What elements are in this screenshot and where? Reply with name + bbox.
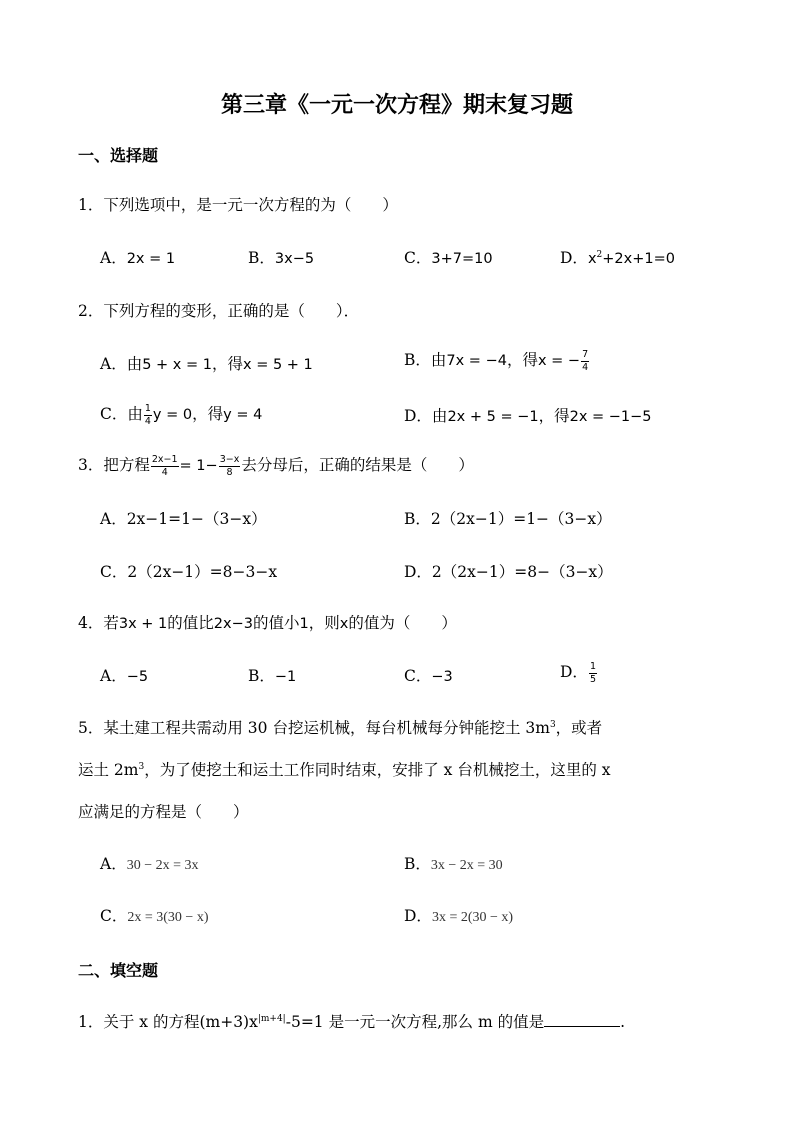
fraction-numerator: 7 xyxy=(582,349,589,360)
equation: y = 0 xyxy=(152,407,193,423)
option-text: ，得 xyxy=(538,407,570,425)
fraction xyxy=(589,662,597,684)
question-3-option-b: B．2（2x−1）=1−（3−x） xyxy=(404,510,612,528)
stem-text: 运土 2m xyxy=(78,761,139,779)
question-4-option-c xyxy=(404,664,453,686)
option-label: B． xyxy=(248,249,275,267)
question-5-option-b xyxy=(404,852,503,874)
question-5-option-c xyxy=(100,904,209,926)
option-expr: 3x − 2x = 30 xyxy=(430,858,503,873)
equation: 2x = −1−5 xyxy=(569,409,652,425)
fraction xyxy=(151,455,179,477)
superscript: |m+4| xyxy=(257,1013,286,1024)
fraction-denominator: 8 xyxy=(226,466,233,478)
stem-text: 的值小 xyxy=(252,614,300,632)
stem-text: 5．某土建工程共需动用 30 台挖运机械，每台机械每分钟能挖土 3m xyxy=(78,719,550,737)
fraction-numerator: 1 xyxy=(589,661,596,672)
option-label: A． xyxy=(100,667,127,685)
equation: x = − xyxy=(537,353,581,369)
expression: x xyxy=(339,616,349,632)
stem-text: ，为了使挖土和运土工作同时结束，安排了 x 台机械挖土，这里的 x xyxy=(144,761,611,779)
option-label: A． xyxy=(100,855,127,873)
question-4-stem xyxy=(78,611,457,633)
option-label: B．由 xyxy=(404,351,447,369)
superscript: 3 xyxy=(549,719,556,730)
stem-text: 1．关于 x 的方程(m+3)x xyxy=(78,1013,258,1031)
option-label: D． xyxy=(560,663,588,681)
stem-text: -5=1 是一元一次方程,那么 m 的值是 xyxy=(285,1013,545,1031)
question-4-option-d xyxy=(560,660,598,684)
fraction-denominator: 5 xyxy=(589,673,596,685)
option-expr-rest: +2x+1=0 xyxy=(602,251,675,267)
equation: = 1− xyxy=(179,458,218,474)
stem-text: . xyxy=(620,1013,626,1031)
option-label: C． xyxy=(100,907,128,925)
option-label: D． xyxy=(560,249,588,267)
option-label: C． xyxy=(404,667,432,685)
stem-text: 的值为（ ） xyxy=(348,614,457,632)
option-label: A．由 xyxy=(100,355,143,373)
fill-question-1 xyxy=(78,1010,625,1032)
expression: 1 xyxy=(299,616,309,632)
question-3-option-c: C．2（2x−1）=8−3−x xyxy=(100,563,278,581)
stem-text: 3．把方程 xyxy=(78,456,150,474)
option-expr: −1 xyxy=(274,669,297,685)
section-heading-fill: 二、填空题 xyxy=(78,961,159,980)
question-1-option-b xyxy=(248,246,314,268)
option-expr: −5 xyxy=(126,669,149,685)
fraction-numerator: 2x−1 xyxy=(151,454,178,465)
question-3-option-d: D．2（2x−1）=8−（3−x） xyxy=(404,563,613,581)
equation: x = 5 + 1 xyxy=(243,357,313,373)
question-3-option-a: A．2x−1=1−（3−x） xyxy=(100,510,267,528)
expression: 2x−3 xyxy=(213,616,253,632)
expression: 3x + 1 xyxy=(118,616,168,632)
question-1-stem: 1．下列选项中，是一元一次方程的为（ ） xyxy=(78,196,398,214)
question-2-option-c xyxy=(100,402,262,426)
option-expr: x xyxy=(587,251,597,267)
stem-text: 的值比 xyxy=(167,614,214,632)
option-label: D．由 xyxy=(404,407,448,425)
option-expr: −3 xyxy=(431,669,453,685)
option-expr: 2x = 1 xyxy=(126,251,176,267)
option-label: C．由 xyxy=(100,405,143,423)
option-expr: 2x = 3(30 − x) xyxy=(127,910,209,925)
equation: y = 4 xyxy=(223,407,263,423)
fraction-denominator: 4 xyxy=(582,361,589,373)
option-label: A． xyxy=(100,249,127,267)
page-title: 第三章《一元一次方程》期末复习题 xyxy=(220,92,573,118)
option-text: ，得 xyxy=(192,405,224,423)
option-text: ，得 xyxy=(506,351,538,369)
stem-text: 4．若 xyxy=(78,614,119,632)
question-1-option-a xyxy=(100,246,175,268)
question-1-option-c xyxy=(404,246,493,268)
equation: 5 + x = 1 xyxy=(142,357,212,373)
question-3-stem xyxy=(78,453,474,477)
question-2-option-a xyxy=(100,352,313,374)
option-expr: 3x−5 xyxy=(274,251,315,267)
option-text: ，得 xyxy=(211,355,243,373)
option-expr: 30 − 2x = 3x xyxy=(126,858,199,873)
fraction-denominator: 4 xyxy=(161,466,168,478)
superscript: 2 xyxy=(596,249,603,260)
equation: 7x = −4 xyxy=(446,353,507,369)
superscript: 3 xyxy=(138,761,145,772)
question-2-option-b xyxy=(404,348,590,372)
equation: 2x + 5 = −1 xyxy=(447,409,539,425)
question-1-option-d xyxy=(560,246,675,268)
question-4-option-b xyxy=(248,664,296,686)
question-5-line-1 xyxy=(78,716,602,738)
option-label: B． xyxy=(404,855,431,873)
answer-blank[interactable] xyxy=(544,1012,620,1027)
fraction-denominator: 4 xyxy=(144,415,151,427)
question-5-option-a xyxy=(100,852,199,874)
fraction-numerator: 1 xyxy=(144,403,151,414)
question-2-option-d xyxy=(404,404,652,426)
section-heading-choice: 一、选择题 xyxy=(78,146,159,165)
fraction-numerator: 3−x xyxy=(219,454,240,465)
stem-text: ，则 xyxy=(308,614,340,632)
option-expr: 3x = 2(30 − x) xyxy=(431,910,514,925)
fraction xyxy=(581,350,589,372)
option-label: D． xyxy=(404,907,432,925)
option-expr: 3+7=10 xyxy=(431,251,493,267)
question-5-option-d xyxy=(404,904,513,926)
fraction xyxy=(144,404,152,426)
option-label: C． xyxy=(404,249,432,267)
stem-text: 去分母后，正确的结果是（ ） xyxy=(241,456,474,474)
question-4-option-a xyxy=(100,664,148,686)
question-2-stem: 2．下列方程的变形，正确的是（ ）． xyxy=(78,302,360,320)
stem-text: ，或者 xyxy=(555,719,603,737)
question-5-line-2 xyxy=(78,758,611,780)
fraction xyxy=(219,455,241,477)
question-5-line-3: 应满足的方程是（ ） xyxy=(78,803,249,821)
option-label: B． xyxy=(248,667,275,685)
